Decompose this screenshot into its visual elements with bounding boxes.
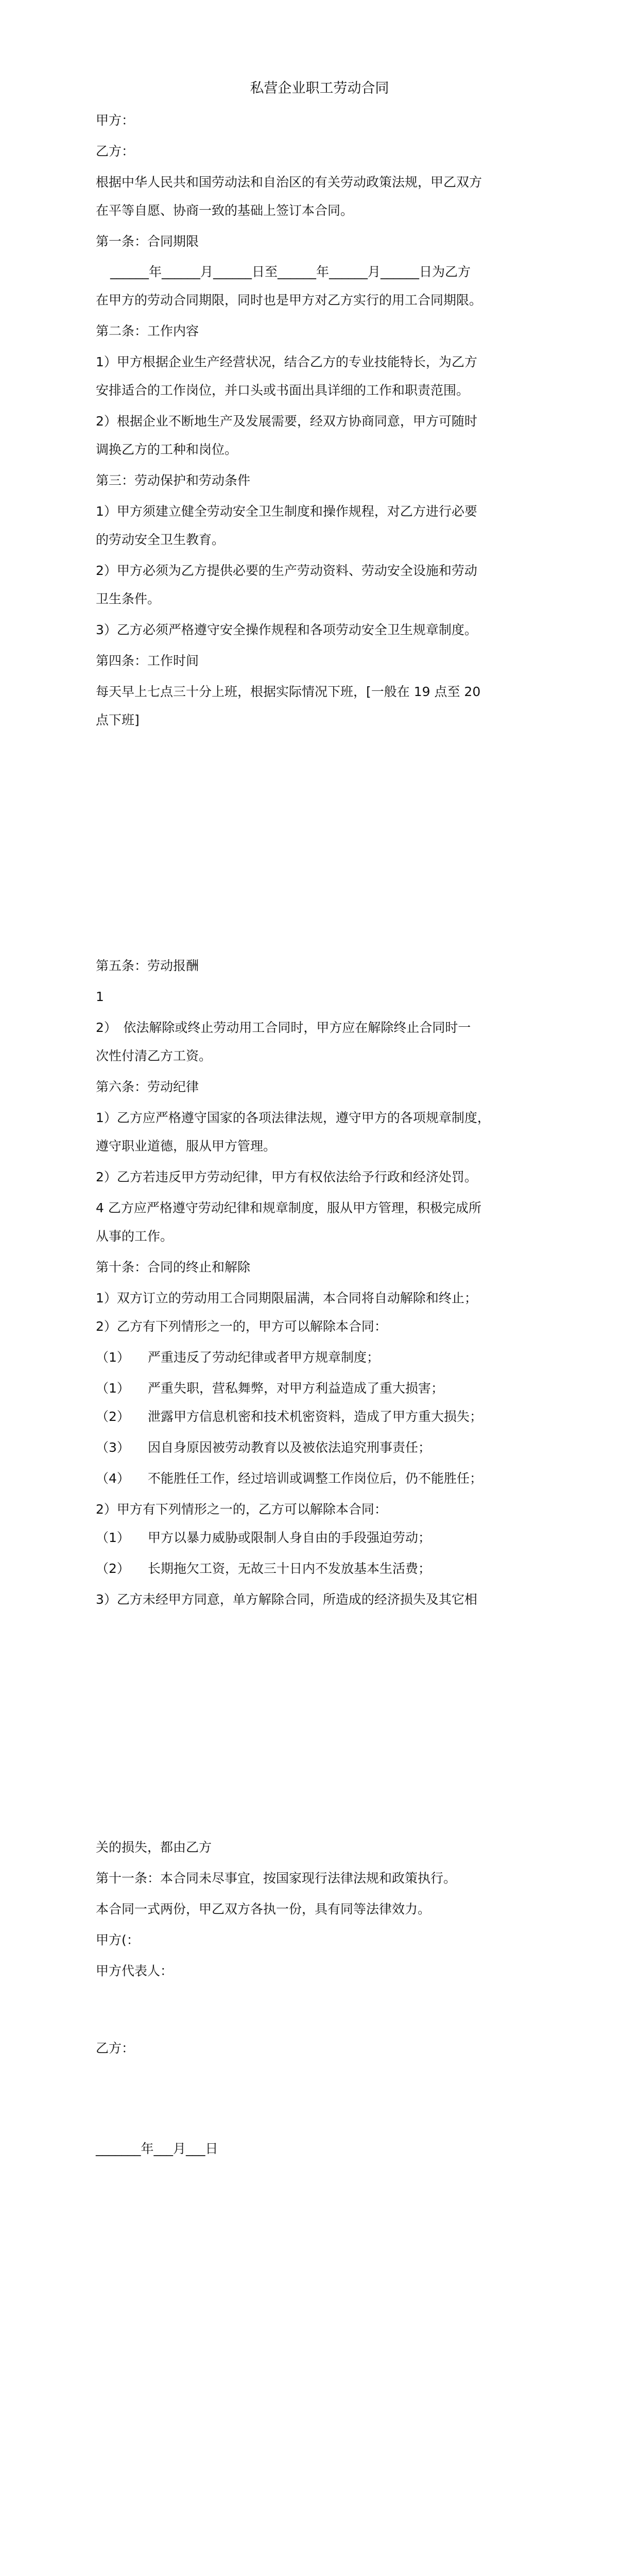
list-item-number: （4） (96, 1471, 130, 1486)
article-10-p4: 3）乙方未经甲方同意，单方解除合同，所造成的经济损失及其它相 (96, 1592, 477, 1607)
article-6-p2: 2）乙方若违反甲方劳动纪律，甲方有权依法给予行政和经济处罚。 (96, 1170, 477, 1184)
list-item-number: （1） (96, 1350, 130, 1365)
article-2-p1-line-2: 安排适合的工作岗位，并口头或书面出具详细的工作和职责范围。 (96, 383, 470, 398)
signature-party-b: 乙方： (96, 2041, 135, 2056)
article-5-p1: 1 (96, 989, 104, 1004)
document-title: 私营企业职工劳动合同 (250, 80, 389, 96)
article-11-heading: 第十一条：本合同未尽事宜，按国家现行法律法规和政策执行。 (96, 1871, 457, 1886)
article-3-p2-line-1: 2）甲方必须为乙方提供必要的生产劳动资料、劳动安全设施和劳动 (96, 563, 477, 578)
article-2-p2-line-2: 调换乙方的工种和岗位。 (96, 442, 238, 457)
list-item-text: 因自身原因被劳动教育以及被依法追究刑事责任； (148, 1440, 431, 1455)
article-2-p2-line-1: 2）根据企业不断地生产及发展需要，经双方协商同意，甲方可随时 (96, 414, 477, 429)
article-5-p2-line-2: 次性付清乙方工资。 (96, 1048, 212, 1063)
list-item-number: （2） (96, 1561, 130, 1576)
article-10-p3: 2）甲方有下列情形之一的，乙方可以解除本合同： (96, 1502, 387, 1517)
article-1-line-1: ______年______月______日至______年______月______日为乙方 (110, 264, 471, 279)
signature-representative-a: 甲方代表人： (96, 1963, 174, 1978)
article-1-line-2: 在甲方的劳动合同期限，同时也是甲方对乙方实行的用工合同期限。 (96, 293, 482, 308)
list-item-text: 长期拖欠工资，无故三十日内不发放基本生活费； (148, 1561, 431, 1576)
article-10-p4-continued: 关的损失，都由乙方 (96, 1840, 212, 1855)
article-3-p1-line-1: 1）甲方须建立健全劳动安全卫生制度和操作规程，对乙方进行必要 (96, 504, 477, 519)
article-3-p1-line-2: 的劳动安全卫生教育。 (96, 532, 225, 547)
list-item-text: 严重失职，营私舞弊，对甲方利益造成了重大损害； (148, 1381, 444, 1396)
list-item-text: 甲方以暴力威胁或限制人身自由的手段强迫劳动； (148, 1530, 431, 1545)
article-5-heading: 第五条：劳动报酬 (96, 958, 199, 973)
signature-party-a: 甲方(： (96, 1933, 140, 1947)
intro-line-2: 在平等自愿、协商一致的基础上签订本合同。 (96, 203, 354, 218)
list-item-number: （1） (96, 1530, 130, 1545)
list-item-text: 不能胜任工作，经过培训或调整工作岗位后，仍不能胜任； (148, 1471, 483, 1486)
intro-line-1: 根据中华人民共和国劳动法和自治区的有关劳动政策法规，甲乙双方 (96, 175, 482, 190)
article-1-heading: 第一条：合同期限 (96, 234, 199, 249)
article-3-p3: 3）乙方必须严格遵守安全操作规程和各项劳动安全卫生规章制度。 (96, 622, 477, 637)
list-item-number: （2） (96, 1409, 130, 1424)
list-item-text: 泄露甲方信息机密和技术机密资料，造成了甲方重大损失； (148, 1409, 483, 1424)
article-6-p1-line-2: 遵守职业道德，服从甲方管理。 (96, 1139, 277, 1154)
list-item-number: （3） (96, 1440, 130, 1455)
article-6-p3-line-1: 4 乙方应严格遵守劳动纪律和规章制度，服从甲方管理，积极完成所 (96, 1200, 481, 1215)
signature-date: _______年___月___日 (96, 2141, 218, 2156)
article-10-p1: 1）双方订立的劳动用工合同期限届满，本合同将自动解除和终止； (96, 1291, 477, 1306)
copies-statement: 本合同一式两份，甲乙双方各执一份，具有同等法律效力。 (96, 1902, 431, 1917)
article-6-p3-line-2: 从事的工作。 (96, 1229, 174, 1244)
article-2-heading: 第二条：工作内容 (96, 324, 199, 338)
article-10-heading: 第十条：合同的终止和解除 (96, 1260, 251, 1275)
article-10-p2: 2）乙方有下列情形之一的，甲方可以解除本合同： (96, 1319, 387, 1334)
list-item-number: （1） (96, 1381, 130, 1396)
article-3-heading: 第三：劳动保护和劳动条件 (96, 473, 251, 488)
article-2-p1-line-1: 1）甲方根据企业生产经营状况，结合乙方的专业技能特长，为乙方 (96, 354, 477, 369)
article-5-p2-line-1: 2） 依法解除或终止劳动用工合同时，甲方应在解除终止合同时一 (96, 1020, 471, 1035)
article-4-p1-line-2: 点下班] (96, 713, 140, 727)
party-a-label: 甲方： (96, 113, 135, 128)
party-b-label: 乙方： (96, 144, 135, 159)
article-4-p1-line-1: 每天早上七点三十分上班，根据实际情况下班，[一般在 19 点至 20 (96, 684, 481, 699)
article-3-p2-line-2: 卫生条件。 (96, 591, 161, 606)
article-4-heading: 第四条：工作时间 (96, 653, 199, 668)
article-6-p1-line-1: 1）乙方应严格遵守国家的各项法律法规，遵守甲方的各项规章制度， (96, 1110, 490, 1125)
list-item-text: 严重违反了劳动纪律或者甲方规章制度； (148, 1350, 380, 1365)
article-6-heading: 第六条：劳动纪律 (96, 1079, 199, 1094)
